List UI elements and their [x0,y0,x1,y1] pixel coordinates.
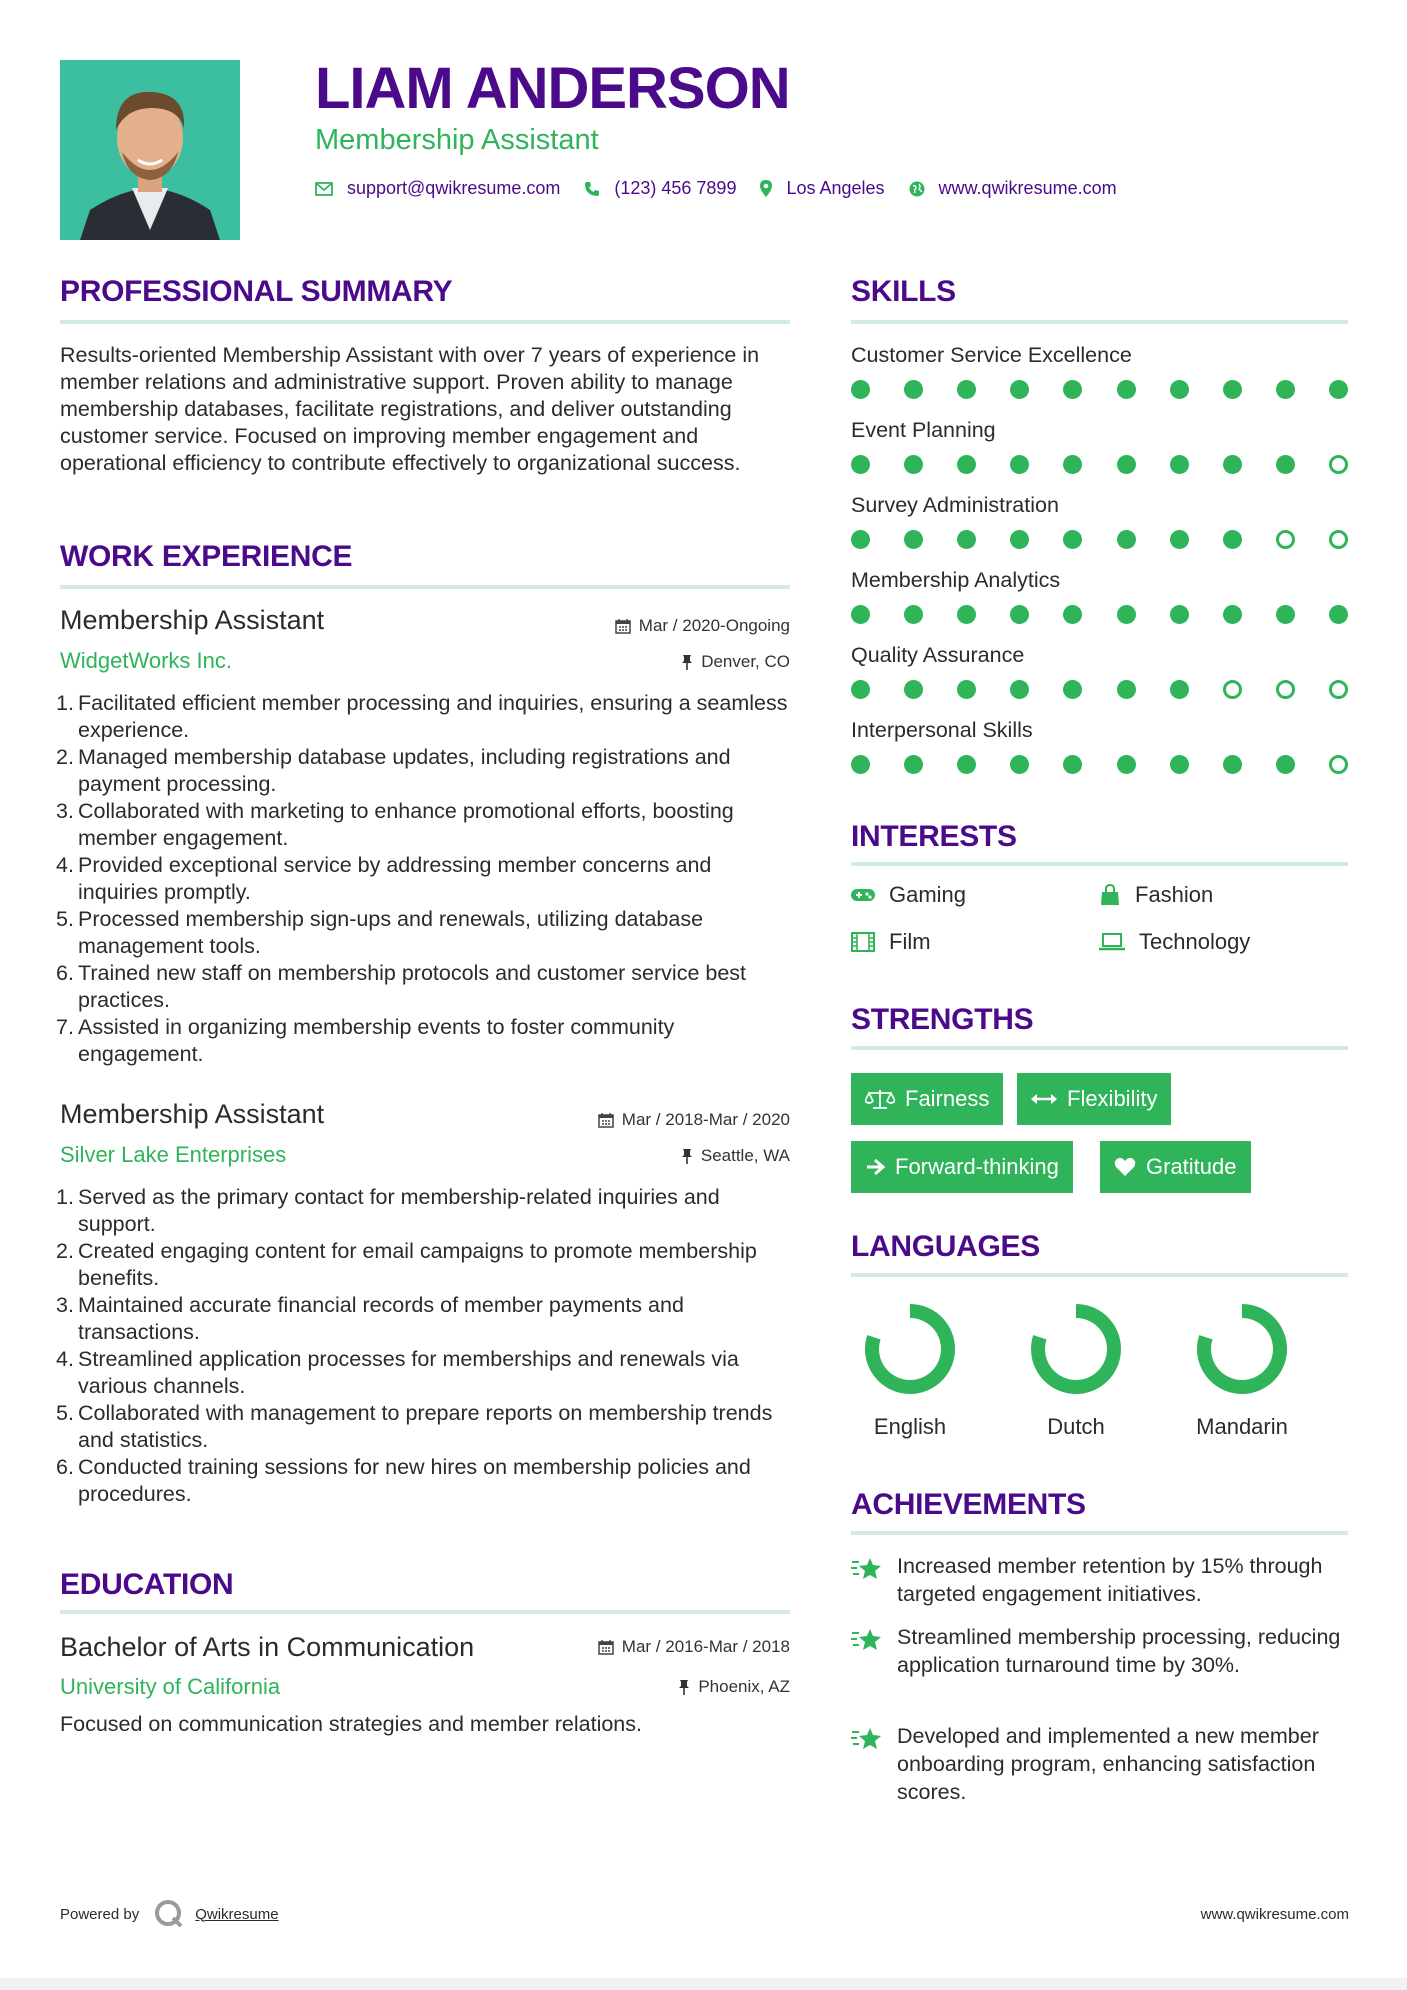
section-divider [851,1046,1348,1050]
interest-item: Technology [1099,929,1250,955]
skill-dot-filled [904,380,923,399]
skill-dot-filled [957,530,976,549]
list-item: 1. Served as the primary contact for membership-related inquiries and support. [56,1185,720,1236]
location-text: Los Angeles [786,178,885,198]
film-icon [851,932,875,952]
shooting-star-icon [851,1627,883,1653]
website-text: www.qwikresume.com [938,178,1117,198]
laptop-icon [1099,933,1125,951]
language-item [1182,1302,1302,1440]
bottom-strip [0,1978,1407,1990]
skill-dot-filled [851,455,870,474]
brand-link[interactable]: Qwikresume [195,1905,279,1923]
list-item: 4. Streamlined application processes for memberships and renewals via various channels. [56,1347,739,1398]
profile-photo [60,60,240,240]
education-dates [598,1637,790,1657]
company-name: WidgetWorks Inc. [60,648,232,673]
strength-badge: Fairness [851,1073,1003,1125]
shooting-star-icon [851,1726,883,1752]
list-item: 5. Collaborated with management to prepare reports on membership trends and statistics. [56,1401,773,1452]
skill-dot-filled [904,755,923,774]
section-divider [60,585,790,589]
skill-dot-filled [904,455,923,474]
section-divider [851,320,1348,324]
section-divider [851,862,1348,866]
section-title-skills: SKILLS [851,275,956,308]
language-name: Mandarin [1196,1414,1288,1439]
skill-dot-empty [1329,680,1348,699]
contact-email[interactable] [315,178,560,199]
job-location [681,652,790,672]
job-title: Membership Assistant [60,605,325,635]
skill-dot-filled [1063,455,1082,474]
section-divider [851,1531,1348,1535]
language-level-arc [1204,1311,1280,1387]
skill-dot-filled [1117,755,1136,774]
dates-text: Mar / 2016-Mar / 2018 [621,1637,790,1656]
dates-text: Mar / 2018-Mar / 2020 [621,1110,790,1129]
section-divider [60,1610,790,1614]
location-text: Denver, CO [701,652,790,671]
contact-location [760,178,884,199]
list-item: 3. Maintained accurate financial records of member payments and transactions. [56,1293,684,1344]
arrows-horizontal-icon [1031,1092,1057,1106]
skill-dot-filled [1329,380,1348,399]
section-title-achievements: ACHIEVEMENTS [851,1488,1086,1521]
skill-dot-filled [1276,605,1295,624]
list-item: 1. Facilitated efficient member processing and inquiries, ensuring a seamless experience. [56,691,788,742]
job-bullets [56,1184,790,1508]
skill-dot-filled [1063,380,1082,399]
contact-website[interactable] [909,178,1117,199]
skill-dot-filled [1010,530,1029,549]
skill-dot-filled [851,380,870,399]
school-name: University of California [60,1674,281,1699]
globe-icon [909,181,925,197]
skill-name: Membership Analytics [851,568,1061,592]
strength-badge: Gratitude [1100,1141,1251,1193]
skill-dot-filled [1010,680,1029,699]
dates-text: Mar / 2020-Ongoing [638,616,790,635]
skill-dot-empty [1329,530,1348,549]
skill-dot-filled [1223,755,1242,774]
candidate-name: LIAM ANDERSON [315,56,790,121]
skill-dot-filled [1063,680,1082,699]
skill-dot-empty [1276,680,1295,699]
qwikresume-logo-icon [153,1898,185,1930]
skill-name: Quality Assurance [851,643,1025,667]
footer-site-link[interactable]: www.qwikresume.com [1200,1906,1349,1923]
skill-dot-filled [1117,455,1136,474]
skill-dot-filled [1117,680,1136,699]
phone-text: (123) 456 7899 [614,178,737,198]
skill-dot-filled [1170,680,1189,699]
job-dates [615,616,790,636]
footer-branding [60,1898,279,1930]
calendar-icon [615,618,631,634]
language-level-arc [1038,1311,1114,1387]
contact-bar [315,178,1141,199]
list-item: 2. Managed membership database updates, including registrations and payment processing. [56,745,731,796]
list-item: 6. Trained new staff on membership protocols and customer service best practices. [56,961,747,1012]
gamepad-icon [851,887,875,903]
skill-dot-filled [957,680,976,699]
skill-dot-empty [1329,455,1348,474]
skill-dot-filled [851,530,870,549]
skill-dot-filled [1223,380,1242,399]
list-item: 6. Conducted training sessions for new hires on membership policies and procedures. [56,1455,751,1506]
balance-scale-icon [865,1088,895,1110]
location-text: Phoenix, AZ [698,1677,790,1696]
calendar-icon [598,1112,614,1128]
skill-dot-filled [904,680,923,699]
skill-rating [851,530,1348,550]
achievement-item [851,1552,1351,1608]
interest-item: Fashion [1099,882,1213,908]
skill-dot-filled [851,680,870,699]
strength-badge: Flexibility [1017,1073,1171,1125]
skill-name: Survey Administration [851,493,1059,517]
list-item: 5. Processed membership sign-ups and renewals, utilizing database management tools. [56,907,704,958]
skill-dot-filled [957,605,976,624]
language-item [850,1302,970,1440]
location-text: Seattle, WA [700,1146,790,1165]
section-title-summary: PROFESSIONAL SUMMARY [60,275,453,308]
language-name: Dutch [1047,1414,1105,1439]
language-level-arc [872,1311,948,1387]
list-item: 2. Created engaging content for email campaigns to promote membership benefits. [56,1239,757,1290]
skill-rating [851,680,1348,700]
skill-dot-filled [851,755,870,774]
skill-dot-filled [1276,455,1295,474]
skill-dot-filled [1010,380,1029,399]
achievement-item [851,1623,1351,1679]
pushpin-icon [678,1679,690,1695]
pushpin-icon [681,654,693,670]
skill-dot-filled [1223,455,1242,474]
skill-dot-filled [1010,455,1029,474]
contact-phone[interactable] [584,178,736,199]
skill-dot-empty [1223,680,1242,699]
language-item [1016,1302,1136,1440]
shopping-bag-icon [1099,884,1121,906]
degree-title: Bachelor of Arts in Communication [60,1632,475,1662]
job-bullets [56,690,790,1068]
skill-dot-filled [1117,380,1136,399]
language-proficiency-ring [1029,1302,1123,1396]
achievement-item [851,1722,1351,1806]
section-divider [60,320,790,324]
section-title-languages: LANGUAGES [851,1230,1040,1263]
skill-dot-filled [1117,605,1136,624]
skill-dot-filled [957,380,976,399]
phone-icon [584,181,600,197]
skill-dot-filled [1170,755,1189,774]
achievement-text: Developed and implemented a new member onboarding program, enhancing satisfaction scores. [897,1724,1319,1804]
skill-dot-filled [1223,605,1242,624]
map-marker-icon [760,180,772,197]
candidate-role: Membership Assistant [315,124,599,156]
skill-dot-filled [1170,605,1189,624]
skill-dot-filled [1063,755,1082,774]
heart-icon [1114,1157,1136,1177]
language-name: English [873,1414,947,1439]
skill-dot-filled [1063,605,1082,624]
section-title-strengths: STRENGTHS [851,1003,1034,1036]
list-item: 3. Collaborated with marketing to enhance promotional efforts, boosting member engagement. [56,799,734,850]
skill-dot-filled [1223,530,1242,549]
list-item: 7. Assisted in organizing membership events to foster community engagement. [56,1015,675,1066]
skill-rating [851,755,1348,775]
skill-dot-filled [957,755,976,774]
skill-dot-filled [1170,455,1189,474]
language-proficiency-ring [863,1302,957,1396]
calendar-icon [598,1639,614,1655]
skill-name: Event Planning [851,418,996,442]
interest-item: Gaming [851,882,966,908]
skill-dot-filled [1329,605,1348,624]
skill-rating [851,605,1348,625]
language-proficiency-ring [1195,1302,1289,1396]
interest-item: Film [851,929,931,955]
job-dates [598,1110,790,1130]
education-location [678,1677,790,1697]
skill-dot-filled [1276,755,1295,774]
skill-dot-empty [1276,530,1295,549]
pushpin-icon [681,1148,693,1164]
skill-dot-filled [904,530,923,549]
arrow-right-icon [865,1158,885,1176]
skill-dot-filled [957,455,976,474]
job-location [681,1146,790,1166]
email-text: support@qwikresume.com [347,178,561,198]
skill-name: Customer Service Excellence [851,343,1132,367]
achievement-text: Increased member retention by 15% through targeted engagement initiatives. [897,1554,1323,1606]
skill-rating [851,380,1348,400]
envelope-icon [315,182,333,196]
skill-dot-filled [1010,755,1029,774]
powered-by-label: Powered by [60,1905,140,1923]
section-title-interests: INTERESTS [851,820,1017,853]
skill-dot-filled [851,605,870,624]
list-item: 4. Provided exceptional service by addressing member concerns and inquiries promptly. [56,853,712,904]
skill-dot-empty [1329,755,1348,774]
skill-dot-filled [1063,530,1082,549]
skill-rating [851,455,1348,475]
skill-dot-filled [904,605,923,624]
skill-dot-filled [1170,380,1189,399]
job-title: Membership Assistant [60,1099,325,1129]
section-title-experience: WORK EXPERIENCE [60,540,353,573]
skill-dot-filled [1010,605,1029,624]
skill-dot-filled [1276,380,1295,399]
skill-dot-filled [1170,530,1189,549]
education-description: Focused on communication strategies and member relations. [60,1712,642,1736]
achievement-text: Streamlined membership processing, reducing application turnaround time by 30%. [897,1625,1341,1677]
section-title-education: EDUCATION [60,1568,234,1601]
skill-dot-filled [1117,530,1136,549]
summary-text: Results-oriented Membership Assistant with over 7 years of experience in member relations and administrative support. Proven ability to manage membership databases, facilitate registrations, and deliver outstanding customer service. Focused on improving member engagement and operational efficiency to contribute effectively to organizational success. [60,343,760,475]
shooting-star-icon [851,1556,883,1582]
company-name: Silver Lake Enterprises [60,1142,287,1167]
section-divider [851,1273,1348,1277]
skill-name: Interpersonal Skills [851,718,1033,742]
strength-badge: Forward-thinking [851,1141,1073,1193]
